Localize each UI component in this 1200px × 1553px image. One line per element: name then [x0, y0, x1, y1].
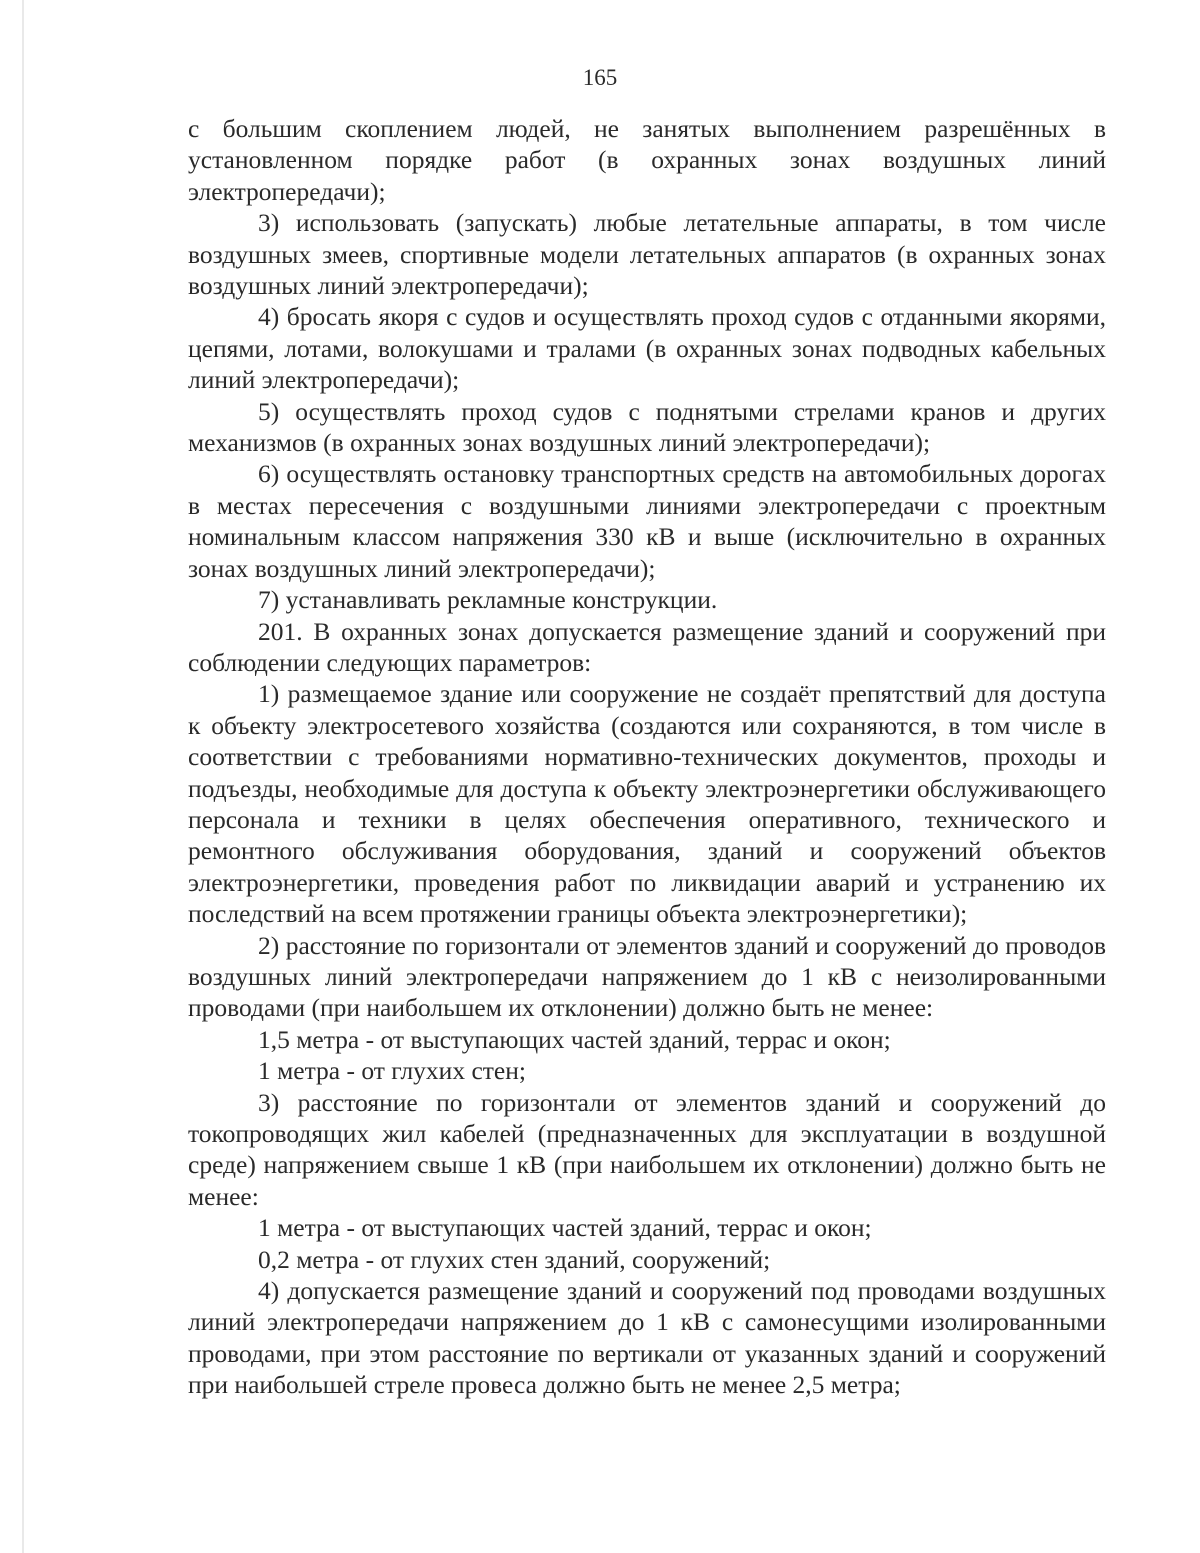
paragraph-continuation: с большим скоплением людей, не занятых выполнением разрешённых в установленном порядке работ (в охранных зонах воздушных линий электропередачи);	[188, 114, 1106, 206]
paragraph-distance-1-5m: 1,5 метра - от выступающих частей зданий, террас и окон;	[258, 1024, 891, 1054]
paragraph-item-3: 3) использовать (запускать) любые летательные аппараты, в том числе воздушных змеев, спортивные модели летательных аппаратов (в охранных зонах воздушных линий электропередачи);	[188, 208, 1106, 301]
paragraph-subitem-4: 4) допускается размещение зданий и сооружений под проводами воздушных линий электропередачи напряжением до 1 кВ с самонесущими изолированными проводами, при этом расстояние по вертикали от указанных зданий и сооружений при наибольшей стреле провеса должно быть не менее 2,5 метра;	[188, 1276, 1106, 1400]
paragraph-item-4: 4) бросать якоря с судов и осуществлять проход судов с отданными якорями, цепями, лотами, волокушами и тралами (в охранных зонах подводных кабельных линий электропередачи);	[188, 302, 1106, 395]
paragraph-distance-1m-walls: 1 метра - от глухих стен;	[258, 1056, 526, 1086]
paragraph-distance-0-2m: 0,2 метра - от глухих стен зданий, сооружений;	[258, 1244, 771, 1274]
paragraph-item-6: 6) осуществлять остановку транспортных средств на автомобильных дорогах в местах пересечения с воздушными линиями электропередачи с проектным номинальным классом напряжения 330 кВ и выше (исключительно в охранных зонах воздушных линий электропередачи);	[188, 459, 1106, 583]
scan-edge-line	[22, 0, 24, 1553]
paragraph-clause-201: 201. В охранных зонах допускается размещение зданий и сооружений при соблюдении следующих параметров:	[188, 616, 1106, 677]
document-body	[188, 113, 1106, 1401]
paragraph-item-7: 7) устанавливать рекламные конструкции.	[258, 585, 718, 615]
paragraph-subitem-1: 1) размещаемое здание или сооружение не создаёт препятствий для доступа к объекту электросетевого хозяйства (создаются или сохраняются, в том числе в соответствии с требованиями нормативно-технических документов, проходы и подъезды, необходимые для доступа к объекту электроэнергетики обслуживающего персонала и техники в целях обеспечения оперативного, технического и ремонтного обслуживания оборудования, зданий и сооружений объектов электроэнергетики, проведения работ по ликвидации аварий и устранению их последствий на всем протяжении границы объекта электроэнергетики);	[188, 679, 1106, 929]
page-number: 165	[582, 65, 618, 90]
paragraph-distance-1m: 1 метра - от выступающих частей зданий, террас и окон;	[258, 1213, 872, 1243]
paragraph-item-5: 5) осуществлять проход судов с поднятыми стрелами кранов и других механизмов (в охранных зонах воздушных линий электропередачи);	[188, 396, 1106, 458]
paragraph-subitem-3: 3) расстояние по горизонтали от элементов зданий и сооружений до токопроводящих жил кабелей (предназначенных для эксплуатации в воздушной среде) напряжением свыше 1 кВ (при наибольшем их отклонении) должно быть не менее:	[188, 1087, 1106, 1211]
paragraph-subitem-2: 2) расстояние по горизонтали от элементов зданий и сооружений до проводов воздушных линий электропередачи напряжением до 1 кВ с неизолированными проводами (при наибольшем их отклонении) должно быть не менее:	[188, 930, 1106, 1023]
